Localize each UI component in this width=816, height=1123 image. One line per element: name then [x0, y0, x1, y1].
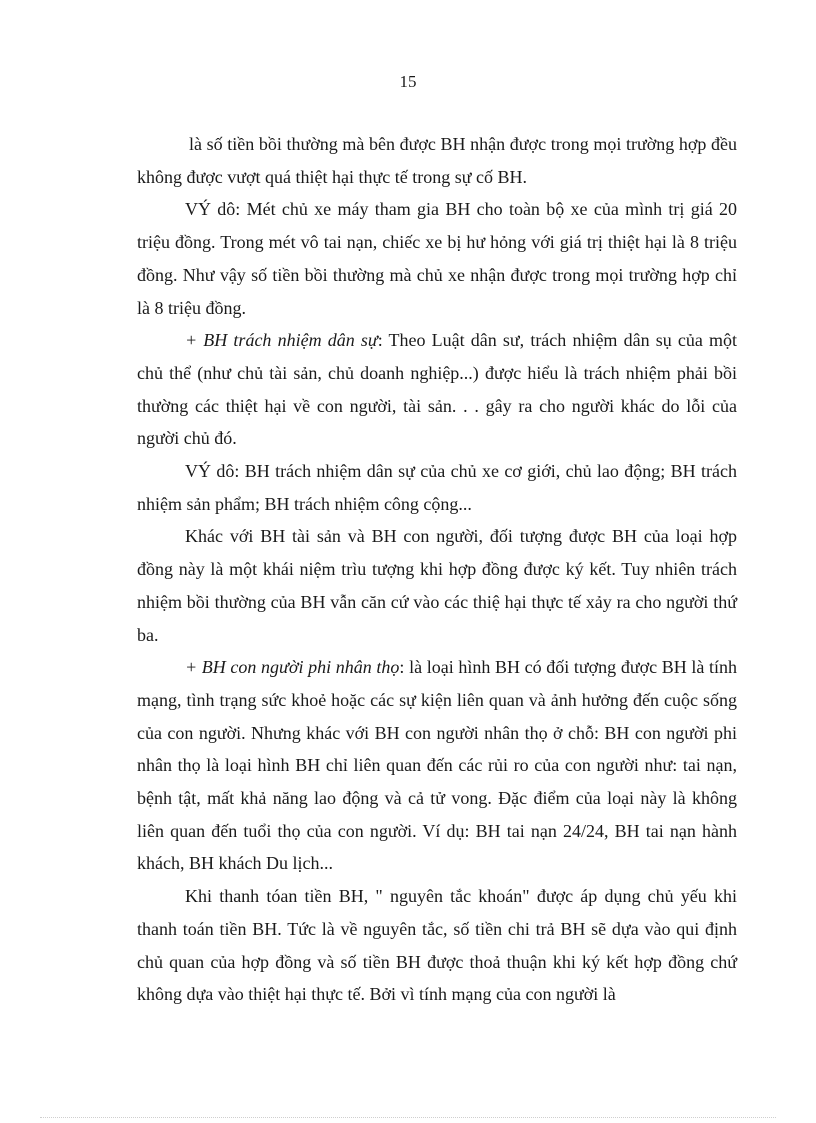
paragraph-2-example: VÝ dô: Mét chủ xe máy tham gia BH cho toàn bộ xe của mình trị giá 20 triệu đồng. Trong mét vô tai nạn, chiếc xe bị hư hỏng với giá trị thiệt hại là 8 triệu đồng. Như vậy số tiền bồi thường mà chủ xe nhận được trong mọi trường hợp chỉ là 8 triệu đồng.: [137, 199, 737, 318]
paragraph-4-example: VÝ dô: BH trách nhiệm dân sự của chủ xe cơ giới, chủ lao động; BH trách nhiệm sản phẩm; BH trách nhiệm công cộng...: [137, 461, 737, 514]
term-civil-liability-insurance: + BH trách nhiệm dân sự: [185, 330, 378, 351]
term-non-life-personal-insurance: + BH con người phi nhân thọ: [185, 657, 400, 678]
paragraph-3-text: : Theo Luật dân sư, trách nhiệm dân sụ của một chủ thể (như chủ tài sản, chủ doanh nghiệp...) được hiểu là trách nhiệm phải bồi thường các thiệt hại về con người, tài sản. . . gây ra cho người khác do lỗi của người chủ đó.: [137, 330, 737, 449]
paragraph-7: Khi thanh tóan tiền BH, " nguyên tắc khoán" được áp dụng chủ yếu khi thanh toán tiền BH. Tức là về nguyên tắc, số tiền chi trả BH sẽ dựa vào qui định chủ quan của hợp đồng và số tiền BH được thoả thuận khi ký kết hợp đồng chứ không dựa vào thiệt hại thực tế. Bởi vì tính mạng của con người là: [137, 886, 737, 1005]
page-number: 15: [399, 72, 417, 91]
document-body: [137, 128, 737, 1011]
paragraph-3-civil-liability: [137, 324, 737, 455]
paragraph-6-text: : là loại hình BH có đối tượng được BH là tính mạng, tình trạng sức khoẻ hoặc các sự kiện liên quan và ảnh hưởng đến cuộc sống của con người. Nhưng khác với BH con người nhân thọ ở chỗ: BH con người phi nhân thọ là loại hình BH chỉ liên quan đến các rủi ro của con người như: tai nạn, bệnh tật, mất khả năng lao động và cả tử vong. Đặc điểm của loại này là không liên quan đến tuổi thọ của con người. Ví dụ: BH tai nạn 24/24, BH tai nạn hành khách, BH khách Du lịch...: [137, 657, 738, 874]
paragraph-5: Khác với BH tài sản và BH con người, đối tượng được BH của loại hợp đồng này là một khái niệm trìu tượng khi hợp đồng được ký kết. Tuy nhiên trách nhiệm bồi thường của BH vẫn căn cứ vào các thiệ hại thực tế xảy ra cho người thứ ba.: [137, 526, 737, 645]
paragraph-6-non-life-personal: [137, 651, 737, 880]
paragraph-1: là số tiền bồi thường mà bên được BH nhận được trong mọi trường hợp đều không được vượt quá thiệt hại thực tế trong sự cố BH.: [137, 134, 737, 187]
page-bottom-divider: [40, 1117, 776, 1118]
